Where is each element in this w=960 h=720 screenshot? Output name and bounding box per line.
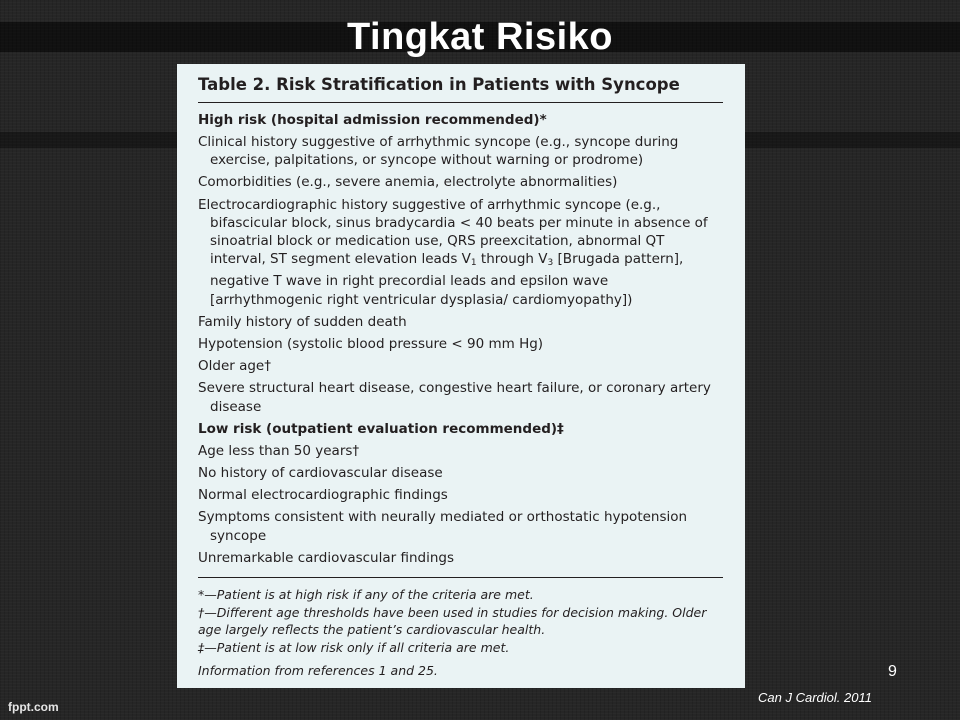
low-risk-item: Normal electrocardiographic findings (198, 487, 448, 504)
slide-title: Tingkat Risiko (346, 16, 614, 58)
brand-watermark: fppt.com (8, 700, 59, 714)
high-risk-item-ecg (198, 196, 723, 309)
risk-table-image (177, 64, 745, 688)
ecg-text-part-3: [Brugada pattern], negative T wave in right precordial leads and epsilon wave [arrhythmogenic right ventricular dysplasia/ cardiomyopathy]) (210, 251, 684, 308)
high-risk-item: Clinical history suggestive of arrhythmic syncope (e.g., syncope during exercise, palpitations, or syncope without warning or prodrome) (198, 134, 679, 169)
table-title: Table 2. Risk Stratification in Patients with Syncope (198, 74, 723, 103)
high-risk-item: Older age† (198, 358, 271, 375)
reference-note: Information from references 1 and 25. (198, 663, 438, 679)
ecg-text-part-2: through V (476, 251, 548, 268)
footnote: *—Patient is at high risk if any of the criteria are met. (198, 587, 534, 603)
high-risk-heading: High risk (hospital admission recommended)* (198, 112, 547, 128)
high-risk-item: Severe structural heart disease, congestive heart failure, or coronary artery disease (198, 380, 711, 415)
ecg-text-part-1: Electrocardiographic history suggestive of arrhythmic syncope (e.g., bifascicular block, sinus bradycardia < 40 beats per minute in absence of sinoatrial block or medication use, QRS preexcitation, abnormal QT interval, ST segment elevation leads V (198, 196, 708, 268)
subscript-1: 1 (470, 258, 477, 269)
high-risk-item: Family history of sudden death (198, 313, 407, 330)
citation: Can J Cardiol. 2011 (758, 690, 872, 705)
low-risk-heading: Low risk (outpatient evaluation recommended)‡ (198, 420, 564, 437)
high-risk-item: Hypotension (systolic blood pressure < 90 mm Hg) (198, 336, 544, 353)
footnote: †—Different age thresholds have been used in studies for decision making. Older age largely reflects the patient’s cardiovascular health. (198, 605, 707, 638)
low-risk-item: Symptoms consistent with neurally mediated or orthostatic hypotension syncope (198, 509, 688, 544)
footnote-divider (198, 577, 723, 578)
page-number: 9 (888, 663, 897, 680)
low-risk-item: Age less than 50 years† (198, 442, 360, 459)
footnote: ‡—Patient is at low risk only if all criteria are met. (198, 640, 510, 656)
high-risk-item: Comorbidities (e.g., severe anemia, electrolyte abnormalities) (198, 174, 618, 191)
low-risk-item: Unremarkable cardiovascular findings (198, 549, 455, 566)
low-risk-item: No history of cardiovascular disease (198, 465, 443, 482)
subscript-3: 3 (547, 258, 554, 269)
